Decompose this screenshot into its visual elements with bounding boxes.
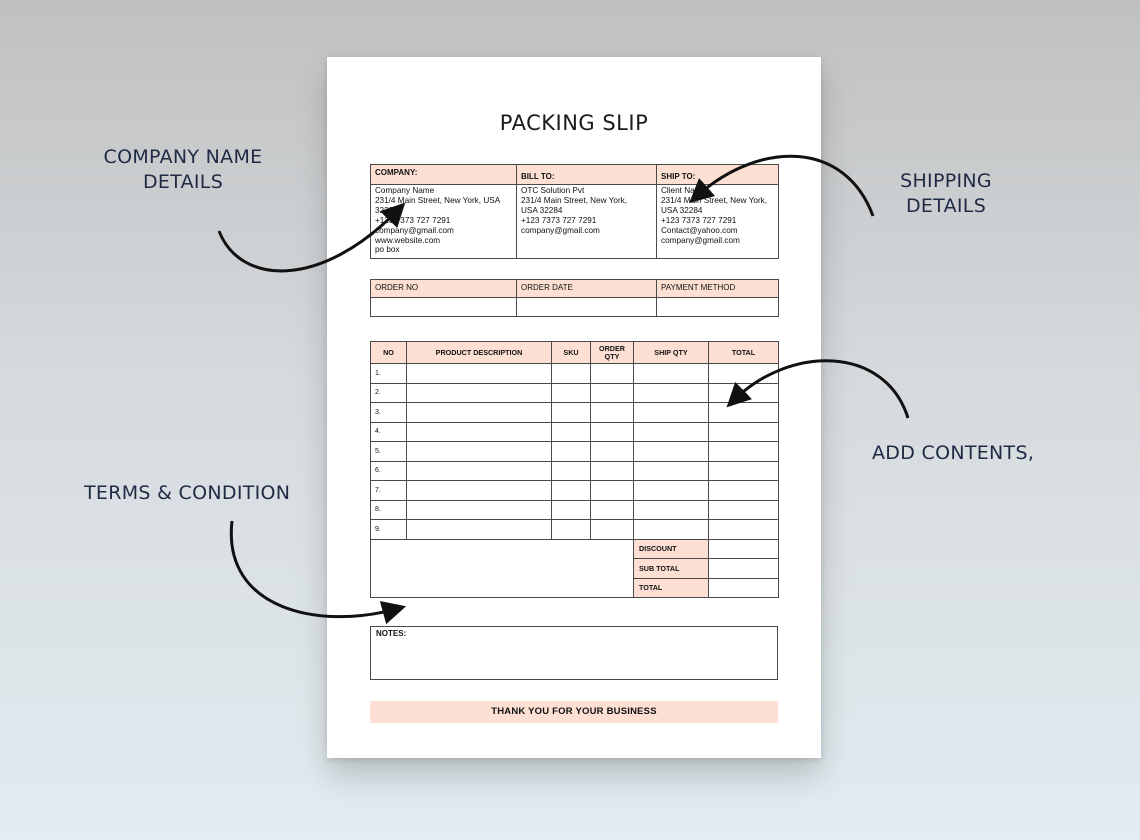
cell[interactable]: [407, 403, 552, 423]
cell[interactable]: [407, 383, 552, 403]
packing-slip-page: [327, 57, 821, 758]
callout-line: DETAILS: [142, 171, 224, 193]
terms-area[interactable]: [371, 539, 634, 598]
shipping-details-callout: [888, 169, 1004, 219]
cell[interactable]: [634, 383, 709, 403]
cell[interactable]: [552, 422, 591, 442]
col-total: TOTAL: [709, 342, 779, 364]
ship-to-details: [657, 185, 779, 259]
cell[interactable]: [709, 481, 779, 501]
company-line: +123 7373 727 7291: [375, 215, 451, 225]
cell[interactable]: [591, 422, 634, 442]
cell[interactable]: [634, 403, 709, 423]
callout-line: SHIPPING: [900, 170, 992, 192]
cell[interactable]: [591, 461, 634, 481]
table-row: [371, 481, 779, 501]
order-date-field[interactable]: [517, 298, 657, 317]
ship-to-line: Client Name: [661, 186, 707, 195]
order-no-header: ORDER NO: [371, 280, 517, 298]
callout-line: TERMS & CONDITION: [84, 482, 291, 504]
address-table: [370, 164, 779, 259]
bill-to-line: USA 32284: [521, 205, 563, 215]
summary-row: [371, 539, 779, 559]
cell[interactable]: [407, 422, 552, 442]
bill-to-header: BILL TO:: [517, 165, 657, 185]
callout-line: ADD CONTENTS,: [872, 442, 1035, 464]
ship-to-line: company@gmail.com: [661, 235, 740, 245]
cell[interactable]: [634, 481, 709, 501]
row-number: 4.: [371, 422, 407, 442]
cell[interactable]: [552, 500, 591, 520]
total-label: TOTAL: [634, 578, 709, 598]
cell[interactable]: [552, 461, 591, 481]
table-row: [371, 442, 779, 462]
col-order-qty: ORDER QTY: [591, 342, 634, 364]
add-contents-callout: [872, 441, 1034, 466]
callout-line: COMPANY NAME: [103, 146, 263, 168]
cell[interactable]: [709, 442, 779, 462]
company-header: COMPANY:: [371, 165, 517, 185]
cell[interactable]: [709, 403, 779, 423]
cell[interactable]: [591, 442, 634, 462]
cell[interactable]: [709, 520, 779, 540]
company-line: company@gmail.com: [375, 225, 454, 235]
payment-method-field[interactable]: [657, 298, 779, 317]
cell[interactable]: [709, 364, 779, 384]
cell[interactable]: [552, 481, 591, 501]
thank-you-footer: THANK YOU FOR YOUR BUSINESS: [370, 701, 778, 723]
company-line: po box: [375, 245, 400, 255]
items-header-row: [371, 342, 779, 364]
company-details: [371, 185, 517, 259]
page-title: PACKING SLIP: [499, 111, 649, 135]
total-value[interactable]: [709, 578, 779, 598]
company-line: 231/4 Main Street, New York, USA: [375, 195, 501, 205]
discount-value[interactable]: [709, 539, 779, 559]
notes-label: NOTES:: [376, 629, 407, 638]
notes-box[interactable]: [370, 626, 778, 680]
table-row: [371, 364, 779, 384]
discount-label: DISCOUNT: [634, 539, 709, 559]
cell[interactable]: [591, 520, 634, 540]
row-number: 2.: [371, 383, 407, 403]
cell[interactable]: [407, 364, 552, 384]
col-sku: SKU: [552, 342, 591, 364]
cell[interactable]: [552, 403, 591, 423]
cell[interactable]: [634, 422, 709, 442]
bill-to-details: [517, 185, 657, 259]
bill-to-line: 231/4 Main Street, New York,: [521, 195, 628, 205]
cell[interactable]: [591, 383, 634, 403]
cell[interactable]: [634, 520, 709, 540]
ship-to-line: Contact@yahoo.com: [661, 225, 738, 235]
row-number: 3.: [371, 403, 407, 423]
cell[interactable]: [709, 500, 779, 520]
cell[interactable]: [634, 442, 709, 462]
row-number: 5.: [371, 442, 407, 462]
col-no: NO: [371, 342, 407, 364]
order-no-field[interactable]: [371, 298, 517, 317]
cell[interactable]: [591, 481, 634, 501]
col-product-description: PRODUCT DESCRIPTION: [407, 342, 552, 364]
table-row: [371, 500, 779, 520]
row-number: 7.: [371, 481, 407, 501]
cell[interactable]: [709, 383, 779, 403]
cell[interactable]: [552, 520, 591, 540]
bill-to-line: OTC Solution Pvt: [521, 186, 585, 195]
order-info-table: [370, 279, 779, 317]
cell[interactable]: [552, 442, 591, 462]
subtotal-label: SUB TOTAL: [634, 559, 709, 579]
cell[interactable]: [634, 461, 709, 481]
subtotal-value[interactable]: [709, 559, 779, 579]
table-row: [371, 403, 779, 423]
payment-method-header: PAYMENT METHOD: [657, 280, 779, 298]
company-line: www.website.com: [375, 235, 441, 245]
bill-to-line: company@gmail.com: [521, 225, 600, 235]
row-number: 6.: [371, 461, 407, 481]
terms-condition-callout: [84, 481, 290, 506]
ship-to-header: SHIP TO:: [657, 165, 779, 185]
table-row: [371, 461, 779, 481]
cell[interactable]: [407, 500, 552, 520]
cell[interactable]: [591, 500, 634, 520]
order-date-header: ORDER DATE: [517, 280, 657, 298]
row-number: 8.: [371, 500, 407, 520]
col-ship-qty: SHIP QTY: [634, 342, 709, 364]
company-name-details-callout: [100, 145, 266, 195]
cell[interactable]: [407, 481, 552, 501]
cell[interactable]: [591, 403, 634, 423]
cell[interactable]: [591, 364, 634, 384]
company-line: Company Name: [375, 186, 435, 195]
bill-to-line: +123 7373 727 7291: [521, 215, 597, 225]
ship-to-line: +123 7373 727 7291: [661, 215, 737, 225]
row-number: 9.: [371, 520, 407, 540]
cell[interactable]: [634, 500, 709, 520]
ship-to-line: USA 32284: [661, 205, 703, 215]
cell[interactable]: [407, 520, 552, 540]
items-table: [370, 341, 779, 598]
cell[interactable]: [634, 364, 709, 384]
callout-line: DETAILS: [905, 195, 987, 217]
cell[interactable]: [709, 422, 779, 442]
cell[interactable]: [552, 383, 591, 403]
cell[interactable]: [407, 461, 552, 481]
cell[interactable]: [709, 461, 779, 481]
table-row: [371, 383, 779, 403]
ship-to-line: 231/4 Main Street, New York,: [661, 195, 768, 205]
table-row: [371, 422, 779, 442]
cell[interactable]: [552, 364, 591, 384]
row-number: 1.: [371, 364, 407, 384]
cell[interactable]: [407, 442, 552, 462]
company-line: 32284: [375, 205, 398, 215]
table-row: [371, 520, 779, 540]
